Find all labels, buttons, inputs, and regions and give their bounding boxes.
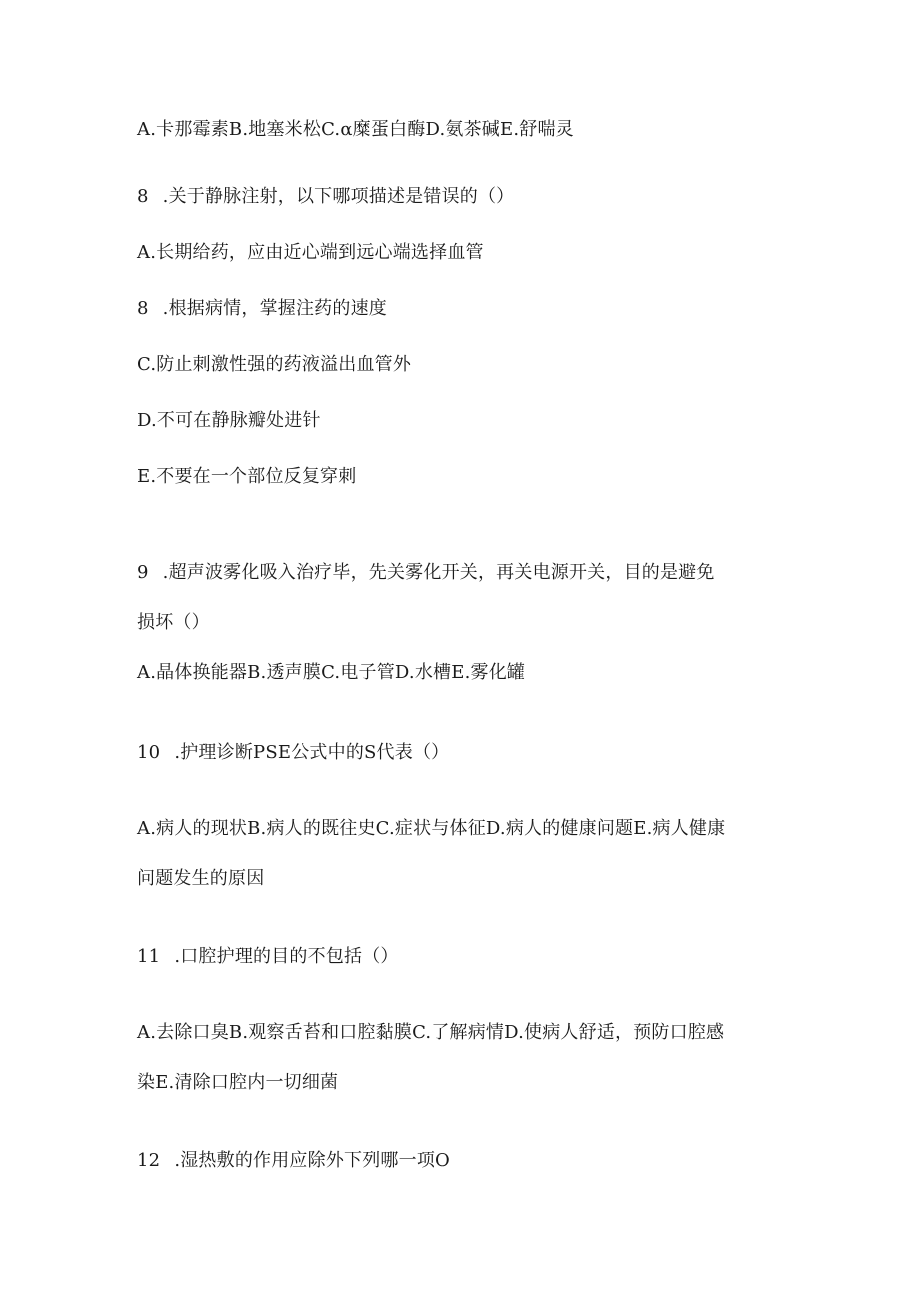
question-12 — [137, 1150, 787, 1172]
question-text: .口腔护理的目的不包括（） — [174, 946, 399, 967]
option-text: D.不可在静脉瓣处进针 — [137, 410, 321, 431]
option-line-8a-d — [137, 410, 787, 432]
question-number: 8 — [137, 298, 149, 319]
option-line-8a-b — [137, 298, 787, 320]
option-text: 染E.清除口腔内一切细菌 — [137, 1072, 339, 1093]
option-line-q11-continued — [137, 1072, 787, 1094]
question-text: .湿热敷的作用应除外下列哪一项O — [174, 1150, 450, 1171]
option-line-q11 — [137, 1022, 787, 1044]
question-text: .超声波雾化吸入治疗毕，先关雾化开关，再关电源开关，目的是避免 — [162, 562, 715, 583]
option-line-8a-e — [137, 466, 787, 488]
option-text: A.晶体换能器B.透声膜C.电子管D.水槽E.雾化罐 — [137, 662, 526, 683]
question-8a — [137, 186, 787, 208]
question-text: .关于静脉注射，以下哪项描述是错误的（） — [162, 186, 515, 207]
question-text: 损坏（） — [137, 612, 210, 633]
question-number: 10 — [137, 742, 161, 763]
option-text: A.病人的现状B.病人的既往史C.症状与体征D.病人的健康问题E.病人健康 — [137, 818, 726, 839]
question-number: 9 — [137, 562, 149, 583]
question-9-continued — [137, 612, 787, 634]
option-line-q10-continued — [137, 868, 787, 890]
option-text: .根据病情，掌握注药的速度 — [162, 298, 387, 319]
question-10 — [137, 742, 787, 764]
option-text: A.去除口臭B.观察舌苔和口腔黏膜C.了解病情D.使病人舒适，预防口腔感 — [137, 1022, 725, 1043]
option-text: 问题发生的原因 — [137, 868, 265, 889]
option-line-8a-c — [137, 354, 787, 376]
option-text: C.防止刺激性强的药液溢出血管外 — [137, 354, 412, 375]
option-line-q7 — [137, 119, 787, 141]
option-line-q9 — [137, 662, 787, 684]
question-number: 12 — [137, 1150, 161, 1171]
question-number: 11 — [137, 946, 161, 967]
question-9 — [137, 562, 787, 584]
option-text: A.卡那霉素B.地塞米松C.α糜蛋白酶D.氨茶碱E.舒喘灵 — [137, 119, 574, 140]
question-text: .护理诊断PSE公式中的S代表（） — [174, 742, 450, 763]
option-line-q10 — [137, 818, 787, 840]
question-number: 8 — [137, 186, 149, 207]
option-text: E.不要在一个部位反复穿刺 — [137, 466, 357, 487]
question-11 — [137, 946, 787, 968]
option-line-8a-a — [137, 242, 787, 264]
option-text: A.长期给药，应由近心端到远心端选择血管 — [137, 242, 484, 263]
